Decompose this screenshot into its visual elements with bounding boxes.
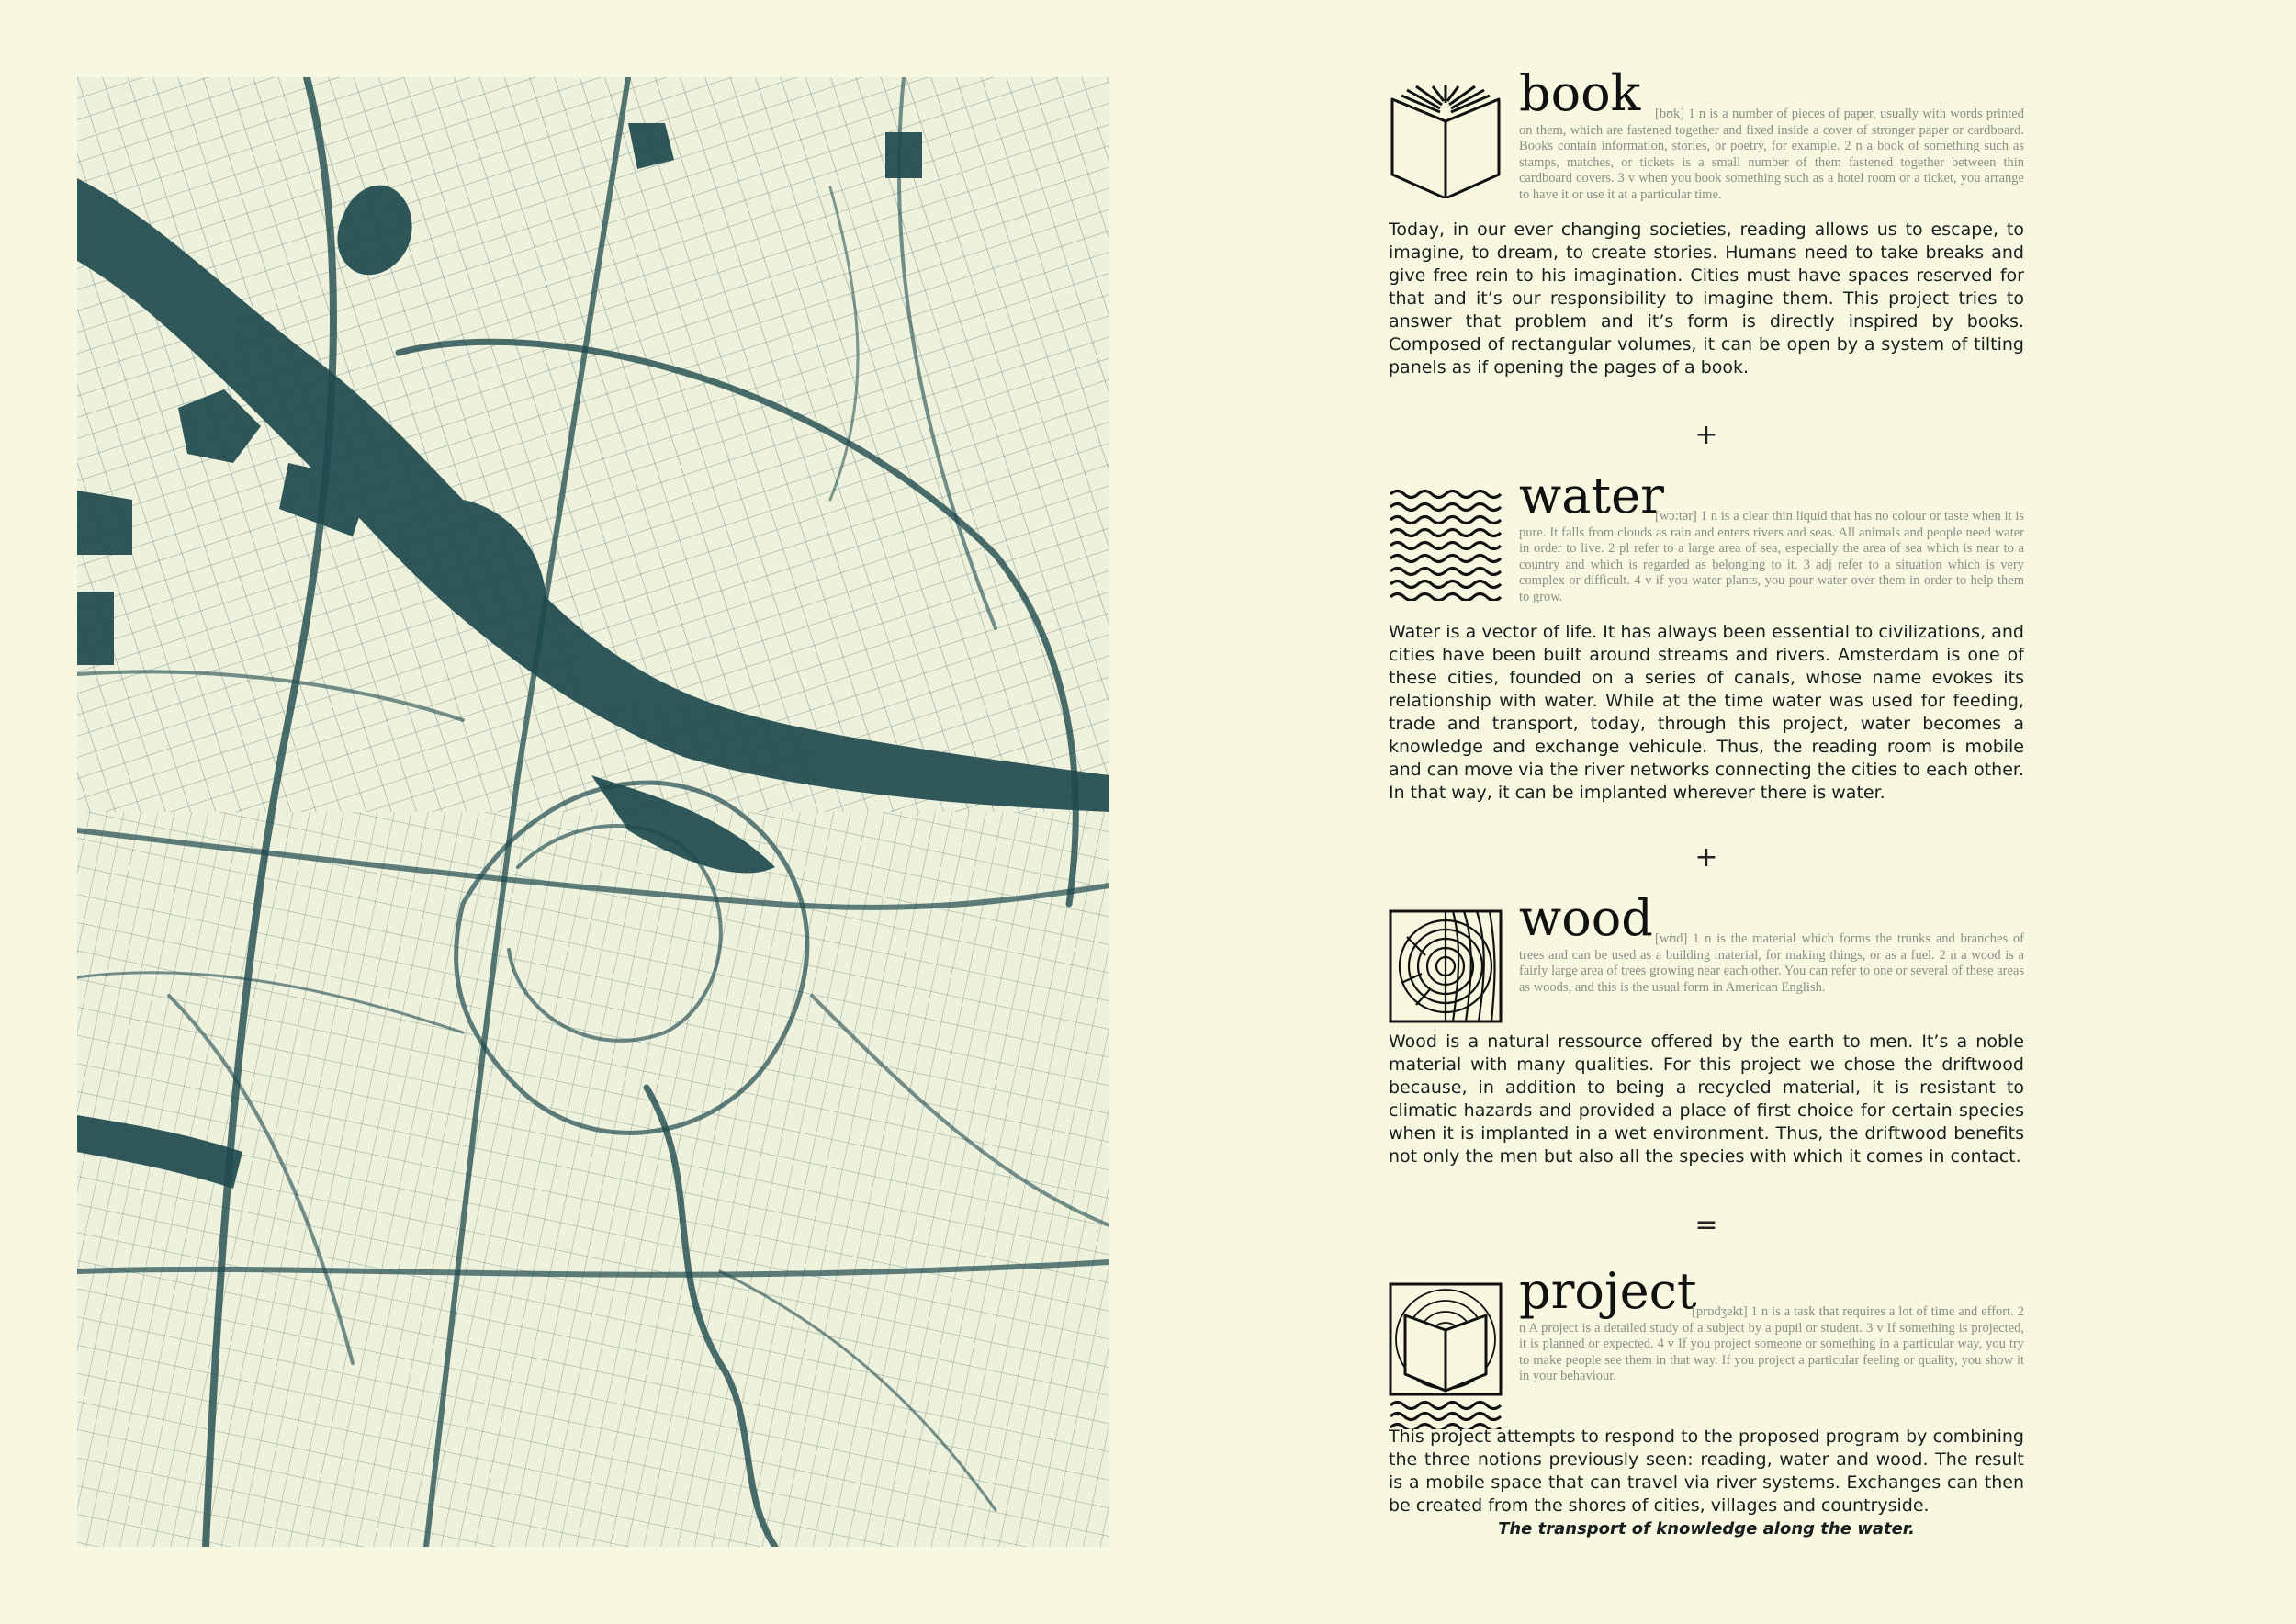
book-section [1389,64,2024,379]
wood-body: Wood is a natural ressource offered by the earth to men. It’s a noble material with many qualities. For this project we chose the driftwood because, in addition to being a recycled material, it is resistant to climatic hazards and provided a place of first choice for certain species when it is implanted in a wet environment. Thus, the driftwood benefits not only the men but also all the species with which it comes in contact. [1389,1032,2024,1167]
water-body: Water is a vector of life. It has always been essential to civilizations, and cities have been built around streams and rivers. Amsterdam is one of these cities, founded on a series of canals, whose name evokes its relationship with water. While at the time water was used for feeding, trade and transport, today, through this project, water becomes a knowledge and exchange vehicule. Thus, the reading room is mobile and can move via the river networks connecting the cities to each other. In that way, it can be implanted wherever there is water. [1389,622,2024,803]
wood-section [1389,889,2024,1168]
plus-operator-1: + [1694,419,1718,451]
plus-operator-2: + [1694,841,1718,874]
water-definition: [wɔ:tər] 1 n is a clear thin liquid that has no colour or taste when it is pure. It falls from clouds as rain and enters rivers and seas. All animals and people need water in order to live. 2 pl refer to a large area of sea, especially the area of sea which is near to a country and which is regarded as belonging to it. 3 adj refer to a situation which is very complex or difficult. 4 v if you water plants, you pour water over them in order to help them to grow. [1519,509,2024,604]
project-section [1389,1262,2024,1539]
wood-definition: [wʊd] 1 n is the material which forms the trunks and branches of trees and can be used as a building material, for making things, or as a fuel. 2 n a wood is a fairly large area of trees growing near each other. You can refer to one or several of these areas as woods, and this is the usual form in American English. [1519,931,2024,995]
project-tagline: The transport of knowledge along the water. [1498,1519,1915,1539]
water-waves-icon [1389,487,1503,601]
wood-rings-icon [1389,909,1503,1023]
project-combined-icon [1389,1282,1503,1429]
book-body: Today, in our ever changing societies, reading allows us to escape, to imagine, to dream, to create stories. Humans need to take breaks and give free rein to his imagination. Cities must have spaces reserved for that and it’s our responsibility to imagine them. This project tries to answer that problem and it’s form is directly inspired by books. Composed of rectangular volumes, it can be open by a system of tilting panels as if opening the pages of a book. [1389,220,2024,378]
amsterdam-map [77,77,1109,1547]
water-word: water [1519,467,1664,524]
project-definition: [prɒdʒekt] 1 n is a task that requires a lot of time and effort. 2 n A project is a detailed study of a subject by a pupil or student. 3 v If something is projected, it is planned or expected. 4 v If you project someone or something in a particular way, you try to make people see them in that way. If you project a particular feeling or quality, you show it in your behaviour. [1519,1304,2024,1383]
project-body: This project attempts to respond to the proposed program by combining the three notions previously seen: reading, water and wood. The result is a mobile space that can travel via river systems. Exchanges can then be created from the shores of cities, villages and countryside. [1389,1427,2024,1516]
equals-operator: = [1694,1209,1718,1241]
project-word: project [1519,1262,1697,1320]
wood-word: wood [1519,889,1653,947]
water-section [1389,467,2024,805]
book-word: book [1519,64,1641,122]
book-definition: [bʊk] 1 n is a number of pieces of paper, usually with words printed on them, which are fastened together and fixed inside a cover of stronger paper or cardboard. Books contain information, stories, or poetry, for example. 2 n a book of something such as stamps, matches, or tickets is a small number of them fastened together between thin cardboard covers. 3 v when you book something such as a hotel room or a ticket, you arrange to have it or use it at a particular time. [1519,107,2024,202]
book-icon [1389,85,1503,198]
